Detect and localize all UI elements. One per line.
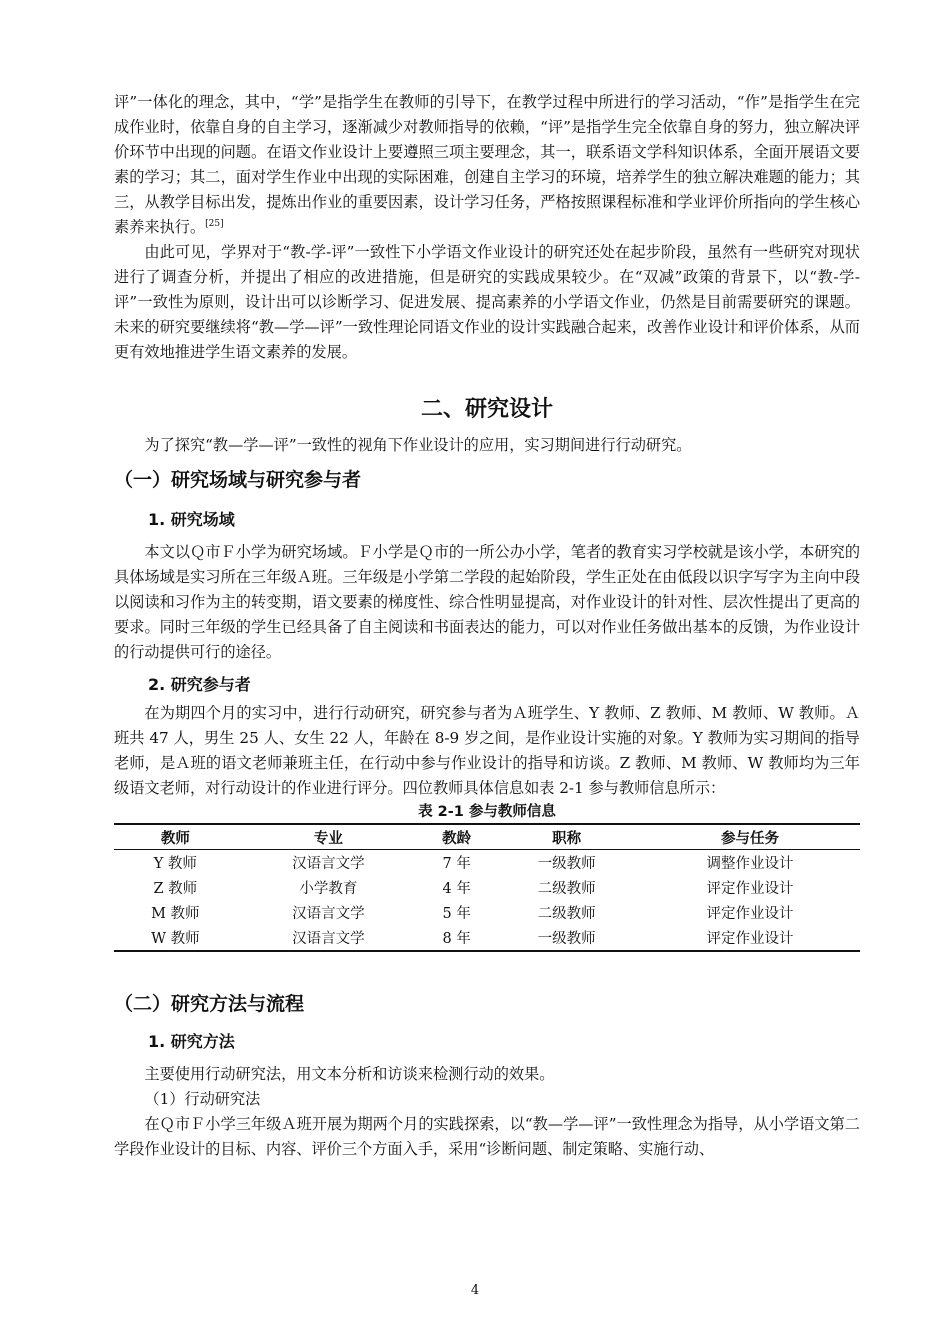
method-item-1-text: 在Ｑ市Ｆ小学三年级Ａ班开展为期两个月的实践探索，以“教—学—评”一致性理念为指导，从小学语文第二学段作业设计的目标、内容、评价三个方面入手，采用“诊断问题、制定策略、实施行动、 [114,1115,860,1158]
citation-25: [25] [205,219,224,229]
table-cell: 评定作业设计 [706,881,794,897]
table-cell: 一级教师 [537,856,596,872]
section-2-intro: 为了探究“教—学—评”一致性的视角下作业设计的应用，实习期间进行行动研究。 [144,436,692,454]
page-body [114,90,860,1162]
table-cell: 汉语言文学 [292,856,365,872]
table-cell: 8 年 [420,925,493,951]
table-header-cell: 专业 [237,824,420,850]
table-row [114,875,860,900]
table-cell: 汉语言文学 [292,906,365,922]
paragraph-1 [114,90,860,240]
paragraph-2: 由此可见，学界对于“教-学-评”一致性下小学语文作业设计的研究还处在起步阶段，虽然有一些研究对现状进行了调查分析，并提出了相应的改进措施，但是研究的实践成果较少。在“双减”政策的背景下，以“教-学-评”一致性为原则，设计出可以诊断学习、促进发展、提高素养的小学语文作业，仍然是目前需要研究的课题。未来的研究要继续将“教—学—评”一致性理论同语文作业的设计实践融合起来，改善作业设计和评价体系，从而更有效地推进学生语文素养的发展。 [114,243,860,361]
table-cell: 5 年 [442,906,471,922]
teacher-info-table [114,823,860,952]
table-cell: 汉语言文学 [237,925,420,951]
table-caption: 表 2-1 参与教师信息 [418,804,556,820]
table-cell: 二级教师 [537,881,596,897]
table-cell: W 教师 [114,925,237,951]
table-cell: M 教师 [151,906,200,922]
table-header-cell: 教龄 [420,824,493,850]
table-cell: 一级教师 [493,925,640,951]
table-row [114,900,860,925]
table-row [114,850,860,876]
table-header-cell: 职称 [493,824,640,850]
page-number: 4 [470,1283,480,1298]
subsection-2-1-text: 主要使用行动研究法，用文本分析和访谈来检测行动的效果。 [144,1065,555,1083]
subsection-1-2-text: 在为期四个月的实习中，进行行动研究，研究参与者为Ａ班学生、Y 教师、Z 教师、M 教师、W 教师。Ａ班共 47 人，男生 25 人、女生 22 人，年龄在 8-9 岁之间，是作业设计实施的对象。Y 教师为实习期间的指导老师，是Ａ班的语文老师兼班主任，在行动中参与作业设计的指导和访谈。Z 教师、M 教师、W 教师均为三年级语文老师，对行动设计的作业进行评分。四位教师具体信息如表 2-1 参与教师信息所示： [114,704,860,797]
subsection-1-1-title: 1. 研究场域 [148,510,235,529]
table-cell: Y 教师 [153,856,197,872]
subsection-2-1-title: 1. 研究方法 [148,1032,235,1051]
method-item-1-title: （1）行动研究法 [144,1090,261,1108]
table-cell: 调整作业设计 [706,856,794,872]
subsection-1-title: （一）研究场域与研究参与者 [114,469,362,491]
subsection-1-1-text: 本文以Ｑ市Ｆ小学为研究场域。Ｆ小学是Ｑ市的一所公办小学，笔者的教育实习学校就是该小学，本研究的具体场域是实习所在三年级Ａ班。三年级是小学第二学段的起始阶段，学生正处在由低段以识字写字为主向中段以阅读和习作为主的转变期，语文要素的梯度性、综合性明显提高，对作业设计的针对性、层次性提出了更高的要求。同时三年级的学生已经具备了自主阅读和书面表达的能力，可以对作业任务做出基本的反馈，为作业设计的行动提供可行的途径。 [114,543,860,661]
table-cell: Z 教师 [153,881,198,897]
table-cell: 7 年 [442,856,471,872]
section-2-title: 二、研究设计 [420,397,553,422]
table-cell: 评定作业设计 [640,925,860,951]
table-header-cell: 参与任务 [640,824,860,850]
table-header-cell: 教师 [114,824,237,850]
table-cell: 二级教师 [537,906,596,922]
paragraph-1-text: 评”一体化的理念，其中，“学”是指学生在教师的引导下，在教学过程中所进行的学习活动，“作”是指学生在完成作业时，依靠自身的自主学习，逐渐减少对教师指导的依赖，“评”是指学生完全依靠自身的努力，独立解决评价环节中出现的问题。在语文作业设计上要遵照三项主要理念，其一，联系语文学科知识体系，全面开展语文要素的学习；其二，面对学生作业中出现的实际困难，创建自主学习的环境，培养学生的独立解决难题的能力；其三，从教学目标出发，提炼出作业的重要因素，设计学习任务，严格按照课程标准和学业评价所指向的学生核心素养来执行。 [114,93,860,236]
table-cell: 小学教育 [299,881,358,897]
subsection-2-title: （二）研究方法与流程 [114,993,305,1015]
table-header-row [114,824,860,850]
table-row [114,925,860,951]
subsection-1-2-title: 2. 研究参与者 [148,675,251,694]
table-cell: 评定作业设计 [706,906,794,922]
table-cell: 4 年 [442,881,471,897]
